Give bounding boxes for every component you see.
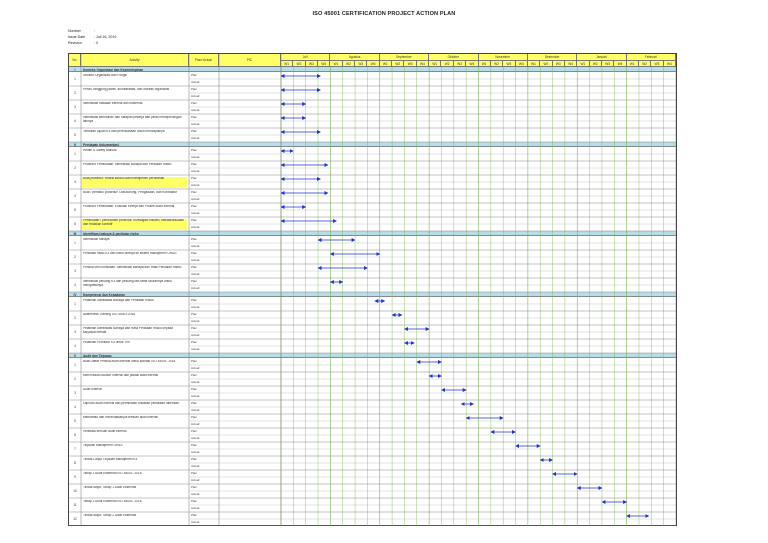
task-no: 10 (73, 489, 77, 493)
actual-label: Actual (191, 422, 200, 426)
task-no: 3 (74, 269, 76, 273)
task-no: 11 (73, 503, 77, 507)
plan-label: Plan (191, 148, 198, 152)
task-activity: Tindak lanjut: Tahap 1 Audit Eksternal (83, 486, 137, 489)
meta-number (68, 29, 95, 33)
header-week: W2 (639, 61, 651, 67)
task-activity: Tindak Lanjut Tinjauan Manajemen K3 (83, 458, 138, 461)
actual-label: Actual (191, 347, 200, 351)
plan-label: Plan (191, 279, 198, 283)
task-no: 3 (74, 105, 76, 109)
plan-label: Plan (191, 340, 198, 344)
header-activity: Activity (81, 54, 189, 67)
task-no: 5 (74, 419, 76, 423)
task-no: 3 (74, 330, 76, 334)
meta-issue-date (68, 35, 117, 39)
task-activity: Periksa oleh konsultan: Identifikasi Bahaya dan Hasil Penilaian Risiko (83, 266, 182, 269)
task-activity: Prosedur Pembuatan: Evaluasi Kinerja dan Proses Audit Internal (83, 205, 175, 208)
header-week: W3 (553, 61, 565, 67)
plan-label: Plan (191, 101, 198, 105)
plan-label: Plan (191, 265, 198, 269)
plan-label: Plan (191, 190, 198, 194)
plan-label: Plan (191, 485, 198, 489)
task-activity: Struktur Organisasi dan Fungsi (83, 74, 127, 77)
actual-label: Actual (191, 478, 200, 482)
action-plan-table (68, 53, 677, 526)
header-month: November (479, 54, 528, 61)
actual-label: Actual (191, 108, 200, 112)
task-activity: Awareness Training ISO 45001:2018 (83, 313, 136, 316)
meta-revision (68, 41, 98, 45)
actual-label: Actual (191, 155, 200, 159)
plan-label: Plan (191, 359, 198, 363)
task-no: 9 (74, 475, 76, 479)
document-title: ISO 45001 CERTIFICATION PROJECT ACTION PLAN (312, 11, 456, 17)
section-row (69, 231, 676, 236)
task-no: 4 (74, 405, 76, 409)
actual-label: Actual (191, 258, 200, 262)
task-activity: Buat prosedur: Hirarki kontrol dan manajemen perubahan (81, 177, 187, 188)
plan-label: Plan (191, 471, 198, 475)
task-no: 3 (74, 180, 76, 184)
section-row (69, 67, 676, 72)
section-row (69, 142, 676, 147)
actual-label: Actual (191, 436, 200, 440)
section-title: Konteks Organisasi dan Kepemimpinan (83, 67, 144, 72)
task-no: 1 (74, 302, 76, 306)
plan-label: Plan (191, 443, 198, 447)
plan-label: Plan (191, 429, 198, 433)
header-week: W2 (343, 61, 355, 67)
actual-label: Actual (191, 394, 200, 398)
task-activity: Identifikasi bahaya (83, 238, 110, 241)
header-week: W2 (491, 61, 503, 67)
header-week: W4 (466, 61, 478, 67)
actual-label: Actual (191, 80, 200, 84)
task-activity: Laporan Audit Internal dan permintaan tindakan perbaikan diberikan (83, 402, 179, 405)
header-week: W4 (516, 61, 528, 67)
plan-label: Plan (191, 401, 198, 405)
section-no: III (73, 231, 77, 236)
task-no: 6 (74, 222, 76, 226)
header-week: W1 (380, 61, 392, 67)
task-activity: Buat / perbarui prosedur: Outsourcing, Pengadaan, dan Kontraktor (83, 191, 178, 194)
header-month: Agustus (330, 54, 379, 61)
task-activity: Memantau dan menindaklanjuti temuan audit internal (83, 416, 158, 419)
actual-label: Actual (191, 197, 200, 201)
header-plan-actual: Plan/ Actual (189, 54, 219, 67)
actual-label: Actual (191, 333, 200, 337)
section-no: II (74, 142, 76, 147)
section-title: Persiapan dokumentasi (83, 142, 119, 147)
task-activity: Identifikasi masalah internal dan eksternal (83, 102, 143, 105)
header-week: W2 (293, 61, 305, 67)
task-activity: Tindak lanjut: Tahap 2 Audit Eksternal (83, 514, 137, 517)
task-activity: Verifikasi temuan audit internal (83, 430, 127, 433)
actual-label: Actual (191, 520, 200, 524)
task-no: 1 (74, 241, 76, 245)
task-activity: Audit Internal (83, 388, 102, 391)
plan-label: Plan (191, 513, 198, 517)
task-no: 1 (74, 363, 76, 367)
meta-value: : (94, 29, 95, 33)
actual-label: Actual (191, 366, 200, 370)
header-week: W4 (367, 61, 379, 67)
task-no: 4 (74, 344, 76, 348)
header-month: September (380, 54, 429, 61)
plan-label: Plan (191, 176, 198, 180)
plan-label: Plan (191, 499, 198, 503)
header-month: Oktober (429, 54, 478, 61)
task-no: 1 (74, 77, 76, 81)
header-week: W4 (417, 61, 429, 67)
task-no: 5 (74, 133, 76, 137)
plan-label: Plan (191, 298, 198, 302)
header-week: W2 (392, 61, 404, 67)
actual-label: Actual (191, 305, 200, 309)
meta-label: Revision (68, 41, 82, 45)
task-no: 4 (74, 283, 76, 287)
task-no: 6 (74, 433, 76, 437)
plan-label: Plan (191, 387, 198, 391)
plan-label: Plan (191, 204, 198, 208)
task-no: 2 (74, 166, 76, 170)
plan-label: Plan (191, 129, 198, 133)
plan-label: Plan (191, 237, 198, 241)
actual-label: Actual (191, 408, 200, 412)
task-no: 1 (74, 152, 76, 156)
header-week: W4 (565, 61, 577, 67)
task-activity: Identifikasi kebutuhan dan harapan pekerja dan pihak berkepentingan lainnya (83, 116, 182, 123)
section-no: IV (73, 292, 77, 297)
plan-label: Plan (191, 115, 198, 119)
task-activity: Pelatihan Identifikasi Bahaya dan Hasil Penilaian Risiko kepada karyawan terkait (83, 327, 174, 334)
header-month: Januari (577, 54, 626, 61)
task-activity: Tahap 2 Audit Eksternal ISO 45001: 2018 (83, 500, 142, 503)
plan-label: Plan (191, 73, 198, 77)
task-no: 2 (74, 316, 76, 320)
header-month: Februari (627, 54, 676, 61)
actual-label: Actual (191, 506, 200, 510)
task-activity: Prosedur Pembuatan: Identifikasi Bahaya dan Penilaian Risiko (83, 163, 172, 166)
task-activity: Pembuatan / pembaruan prosedur: Investigasi insiden, ketidaksesuaian dan tindakan korektif (81, 219, 187, 230)
task-activity: Peran, tanggung jawab, akuntabilitas, dan otoritas organisasi (83, 88, 170, 91)
task-no: 3 (74, 391, 76, 395)
plan-label: Plan (191, 326, 198, 330)
plan-label: Plan (191, 373, 198, 377)
header-week: W3 (306, 61, 318, 67)
section-no: V (73, 353, 77, 358)
actual-label: Actual (191, 183, 200, 187)
header-month: Desember (528, 54, 577, 61)
actual-label: Actual (191, 464, 200, 468)
header-month: Juli (281, 54, 330, 61)
task-no: 5 (74, 208, 76, 212)
section-row (69, 292, 676, 297)
actual-label: Actual (191, 272, 200, 276)
header-week: W3 (454, 61, 466, 67)
header-week: W4 (664, 61, 676, 67)
header-no: No (69, 54, 81, 67)
plan-label: Plan (191, 87, 198, 91)
header-week: W2 (441, 61, 453, 67)
task-activity: Menentukan Auditor Internal dan jadwal audit internal (83, 374, 159, 377)
header-week: W4 (318, 61, 330, 67)
actual-label: Actual (191, 319, 200, 323)
task-no: 7 (74, 447, 76, 451)
actual-label: Actual (191, 169, 200, 173)
plan-label: Plan (191, 457, 198, 461)
plan-label: Plan (191, 218, 198, 222)
task-activity: Identifikasi peluang K3 dan peluang lain serta ukurannya untuk mengatasinya (83, 280, 172, 287)
actual-label: Actual (191, 380, 200, 384)
actual-label: Actual (191, 122, 200, 126)
actual-label: Actual (191, 211, 200, 215)
header-week: W3 (602, 61, 614, 67)
meta-label: Issue Date (68, 35, 86, 39)
section-title: Kompetensi dan Kesadaran (83, 292, 125, 297)
meta-value: : 0 (94, 41, 98, 45)
header-week: W3 (404, 61, 416, 67)
actual-label: Actual (191, 450, 200, 454)
section-title: Identifikasi bahaya & penilaian risiko (83, 231, 139, 236)
task-activity: Pelatihan Prosedur K3 untuk Tim (83, 341, 130, 344)
header-week: W2 (540, 61, 552, 67)
actual-label: Actual (191, 94, 200, 98)
task-no: 4 (74, 194, 76, 198)
actual-label: Actual (191, 225, 200, 229)
task-no: 2 (74, 91, 76, 95)
header-week: W1 (281, 61, 293, 67)
task-no: 2 (74, 255, 76, 259)
plan-label: Plan (191, 162, 198, 166)
header-week: W1 (627, 61, 639, 67)
meta-value: : Juli 16, 2019 (94, 35, 117, 39)
plan-label: Plan (191, 415, 198, 419)
task-activity: Buat Daftar Periksa Audit Internal untuk standar ISO 45001: 2018 (83, 360, 176, 363)
actual-label: Actual (191, 136, 200, 140)
header-week: W3 (651, 61, 663, 67)
task-no: 4 (74, 119, 76, 123)
task-no: 8 (74, 461, 76, 465)
header-week: W3 (503, 61, 515, 67)
task-activity: Pelatihan Identifikasi Bahaya dan Penilaian Risiko (83, 299, 154, 302)
task-no: 12 (73, 517, 77, 521)
actual-label: Actual (191, 492, 200, 496)
plan-label: Plan (191, 312, 198, 316)
task-activity: Tinjauan Manajemen OH&S (83, 444, 123, 447)
header-week: W1 (330, 61, 342, 67)
actual-label: Actual (191, 244, 200, 248)
header-pic: PIC (219, 54, 281, 67)
header-week: W3 (355, 61, 367, 67)
section-title: Audit dan Tinjauan (83, 353, 112, 358)
header-week: W1 (479, 61, 491, 67)
task-activity: Penilaian risiko K3 dan risiko lainnya ke sistem manajemen OH&S (83, 252, 177, 255)
task-activity: Tentukan tujuan K3 dan perencanaan untuk mencapainya (83, 130, 165, 133)
task-activity: Tahap 1 Audit Eksternal ISO 45001: 2018 (83, 472, 142, 475)
actual-label: Actual (191, 286, 200, 290)
header-week: W1 (528, 61, 540, 67)
task-activity: Health & Safety Manual (83, 149, 117, 152)
header-week: W1 (577, 61, 589, 67)
section-row (69, 353, 676, 358)
plan-label: Plan (191, 251, 198, 255)
header-week: W4 (614, 61, 626, 67)
header-week: W1 (429, 61, 441, 67)
section-no: I (74, 67, 76, 72)
task-no: 2 (74, 377, 76, 381)
header-week: W2 (590, 61, 602, 67)
meta-label: Number (68, 29, 81, 33)
